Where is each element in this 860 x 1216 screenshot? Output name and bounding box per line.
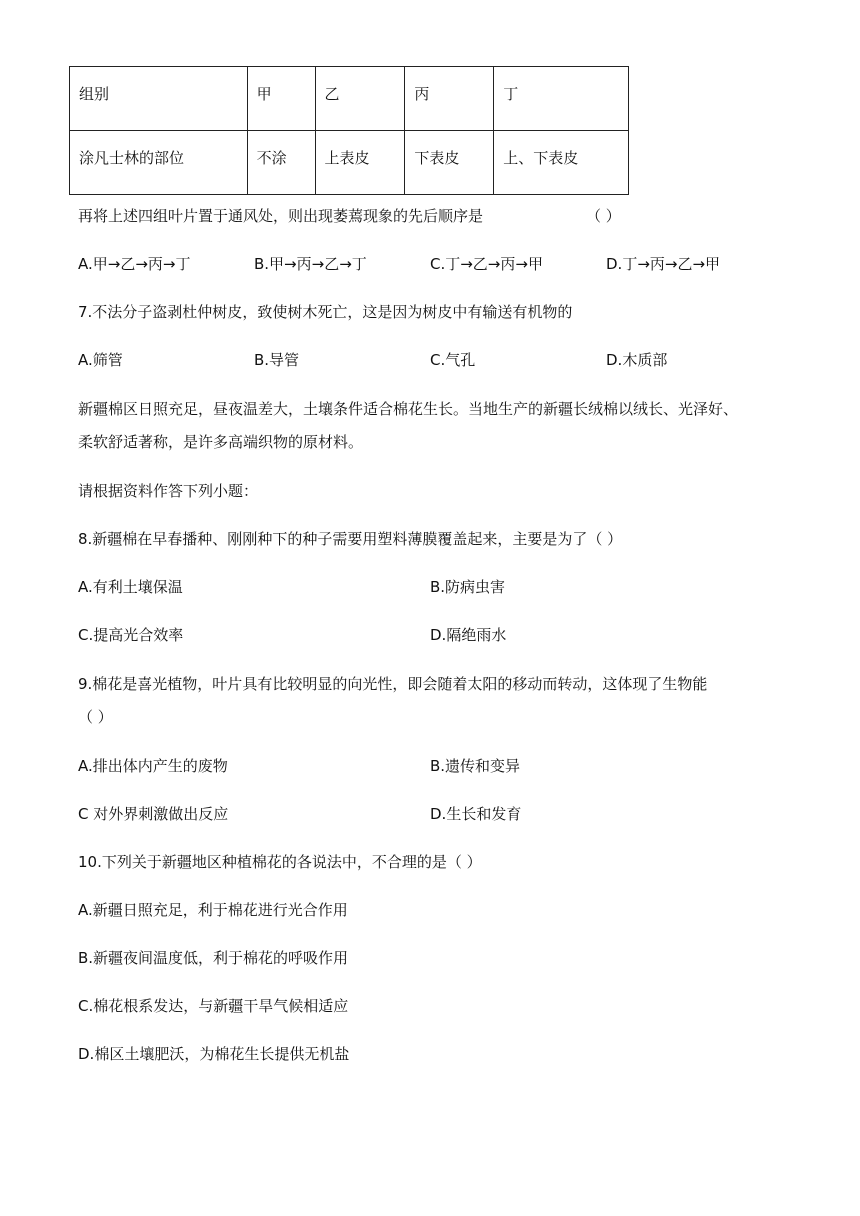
table-cell: 甲 (247, 67, 315, 131)
question-stem: 10.下列关于新疆地区种植棉花的各说法中，不合理的是（ ） (78, 853, 482, 871)
option-d: D.隔绝雨水 (430, 626, 507, 644)
option-c: C.棉花根系发达，与新疆干旱气候相适应 (78, 997, 349, 1015)
option-a: A.有利土壤保温 (78, 578, 183, 596)
option-c: C.气孔 (430, 351, 476, 369)
option-c: C.丁→乙→丙→甲 (430, 255, 543, 273)
table-cell: 丙 (405, 67, 494, 131)
option-a: A.排出体内产生的废物 (78, 757, 228, 775)
option-d: D.生长和发育 (430, 805, 522, 823)
table-cell: 丁 (494, 67, 629, 131)
option-d: D.棉区土壤肥沃，为棉花生长提供无机盐 (78, 1045, 350, 1063)
question-stem: 8.新疆棉在早春播种、刚刚种下的种子需要用塑料薄膜覆盖起来，主要是为了（ ） (78, 530, 623, 548)
table-cell: 乙 (315, 67, 405, 131)
question-stem: 再将上述四组叶片置于通风处，则出现萎蔫现象的先后顺序是 (78, 207, 484, 225)
option-a: A.筛管 (78, 351, 123, 369)
instruction: 请根据资料作答下列小题： (78, 482, 259, 500)
option-b: B.遗传和变异 (430, 757, 521, 775)
table-row (70, 67, 629, 131)
table-cell: 不涂 (247, 131, 315, 195)
option-c: C 对外界刺激做出反应 (78, 805, 229, 823)
option-a: A.甲→乙→丙→丁 (78, 255, 191, 273)
answer-parenthesis: （ ） (78, 708, 113, 726)
table-cell: 上、下表皮 (494, 131, 629, 195)
question-stem: 7.不法分子盗剥杜仲树皮，致使树木死亡，这是因为树皮中有输送有机物的 (78, 303, 573, 321)
passage-line: 新疆棉区日照充足，昼夜温差大，土壤条件适合棉花生长。当地生产的新疆长绒棉以绒长、光泽好、 (78, 400, 739, 418)
option-b: B.导管 (254, 351, 300, 369)
question-stem: 9.棉花是喜光植物，叶片具有比较明显的向光性，即会随着太阳的移动而转动，这体现了生物能 (78, 675, 708, 693)
option-a: A.新疆日照充足，利于棉花进行光合作用 (78, 901, 348, 919)
table-cell: 下表皮 (405, 131, 494, 195)
passage-line: 柔软舒适著称，是许多高端织物的原材料。 (78, 433, 364, 451)
option-c: C.提高光合效率 (78, 626, 184, 644)
option-b: B.防病虫害 (430, 578, 506, 596)
answer-parenthesis: （ ） (586, 207, 621, 225)
option-b: B.新疆夜间温度低，利于棉花的呼吸作用 (78, 949, 349, 967)
table-cell: 组别 (70, 67, 248, 131)
table-cell: 上表皮 (315, 131, 405, 195)
option-b: B.甲→丙→乙→丁 (254, 255, 367, 273)
table-row (70, 131, 629, 195)
option-d: D.木质部 (606, 351, 668, 369)
option-d: D.丁→丙→乙→甲 (606, 255, 721, 273)
table-cell: 涂凡士林的部位 (70, 131, 248, 195)
experiment-table (69, 66, 629, 195)
